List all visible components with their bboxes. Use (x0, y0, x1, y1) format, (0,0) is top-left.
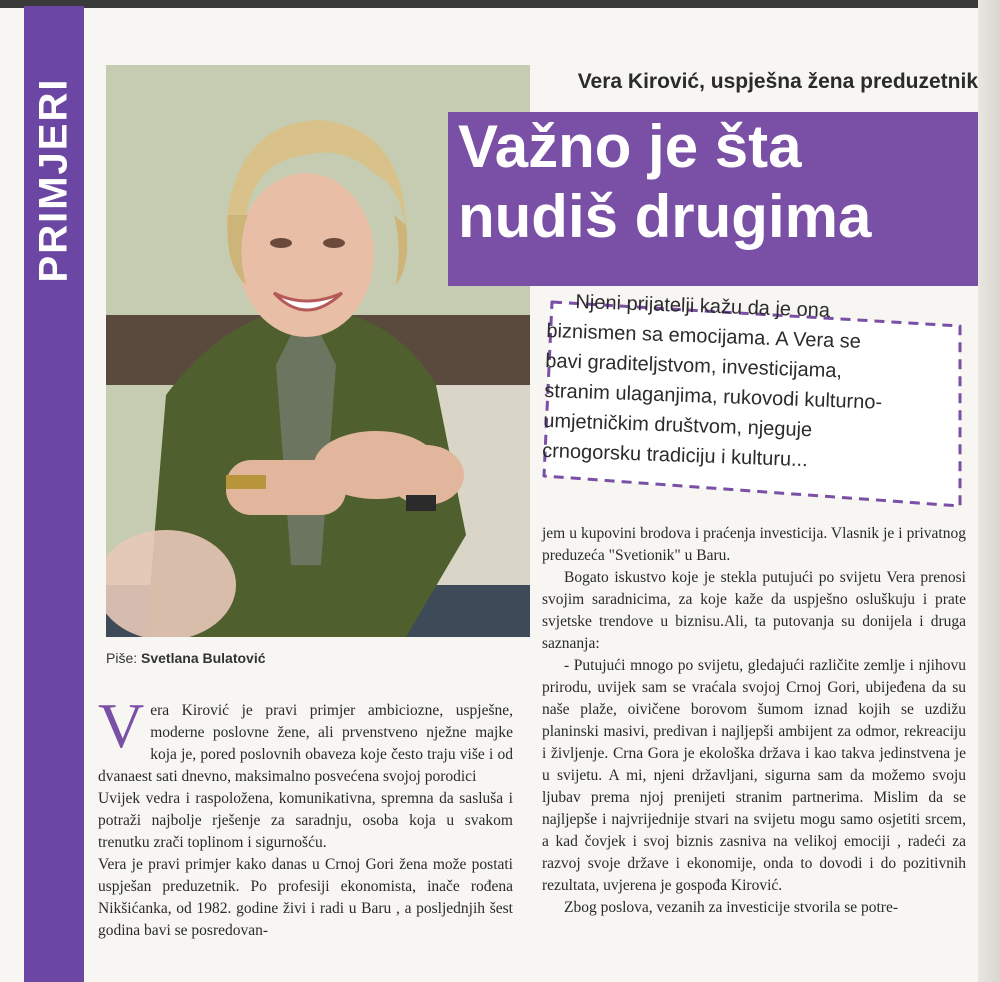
body-paragraph: Bogato iskustvo koje je stekla putujući po svijetu Vera prenosi svojim saradnicima, za koje kaže da uspješno osluškuju i prate svjetske trendove u biznisu.Ali, ta putovanja su donijela i druga saznanja: (542, 569, 966, 652)
article-column-left (98, 690, 513, 942)
byline-prefix: Piše: (106, 650, 138, 666)
drop-cap: V (98, 690, 145, 761)
byline (106, 650, 266, 666)
byline-author: Svetlana Bulatović (141, 650, 266, 666)
body-paragraph: Vera je pravi primjer kako danas u Crnoj Gori žena može postati uspješan preduzetnik. Po profesiji ekonomista, inače rođena Nikšićanka, od 1982. godine živi i radi u Baru , a posljednjih šest godina bavi se posredovan- (98, 856, 513, 939)
article-column-right (542, 523, 966, 919)
section-label-text: PRIMJERI (31, 77, 76, 283)
quote-line: crnogorsku tradiciju i kulturu... (541, 439, 809, 472)
body-paragraph: Zbog poslova, vezanih za investicije stvorila se potre- (564, 899, 899, 916)
headline-line-1: Važno je šta (458, 113, 802, 180)
body-paragraph: Uvijek vedra i raspoložena, komunikativna, spremna da sasluša i potraži najbolje rješenje za saradnju, osoba koja u svakom trenutku zrači toplinom i sigurnošću. (98, 790, 513, 851)
headline-line-2: nudiš drugima (458, 183, 872, 250)
body-paragraph: jem u kupovini brodova i praćenja investicija. Vlasnik je i privatnog preduzeća "Svetionik" u Baru. (542, 525, 966, 564)
body-paragraph: - Putujući mnogo po svijetu, gledajući različite zemlje i njihovu prirodu, uvijek sam se vraćala svojoj Crnoj Gori, ubijeđena da su naše plaže, oivičene borovom šumom iznad kojih se uzdižu planinski masivi, predivan i najljepši ambijent za odmor, rekreaciju i življenje. Crna Gora je ekološka država i kao takva jedinstvena je u svijetu. A mi, njeni državljani, sigurna sam da možemo svoju ljubav prema njoj prenijeti stranim partnerima. Mislim da se najljepše i najvrijednije stvari na svijetu mogu samo osjetiti srcem, a kad čovjek i svoj biznis zasniva na velikoj emociji , radeći za razvoj svoje države i ekonomije, onda to dovodi i do pozitivnih rezultata, uvjerena je gospođa Kirović. (542, 657, 966, 894)
article-headline (458, 112, 978, 252)
quote-line: biznismen sa emocijama. A Vera se (546, 319, 862, 353)
page-right-edge (978, 0, 1000, 982)
body-paragraph (98, 690, 513, 788)
quote-line: stranim ulaganjima, rukovodi kulturno- (543, 379, 883, 414)
quote-line: Njeni prijatelji kažu da je ona (575, 290, 831, 322)
article-kicker: Vera Kirović, uspješna žena preduzetnik (577, 70, 978, 93)
quote-line: bavi graditeljstvom, investicijama, (544, 349, 843, 383)
page-top-edge (0, 0, 1000, 8)
section-label (24, 65, 84, 295)
paragraph-text: era Kirović je pravi primjer ambiciozne, uspješne, moderne poslovne žene, ali prvenstveno nježne majke koja je, pored poslovnih obaveza koje često traju više i od dvanaest sati dnevno, maksimalno posvećena svojoj porodici (98, 702, 513, 785)
pull-quote (542, 286, 968, 481)
quote-line: umjetničkim društvom, njeguje (542, 409, 813, 442)
